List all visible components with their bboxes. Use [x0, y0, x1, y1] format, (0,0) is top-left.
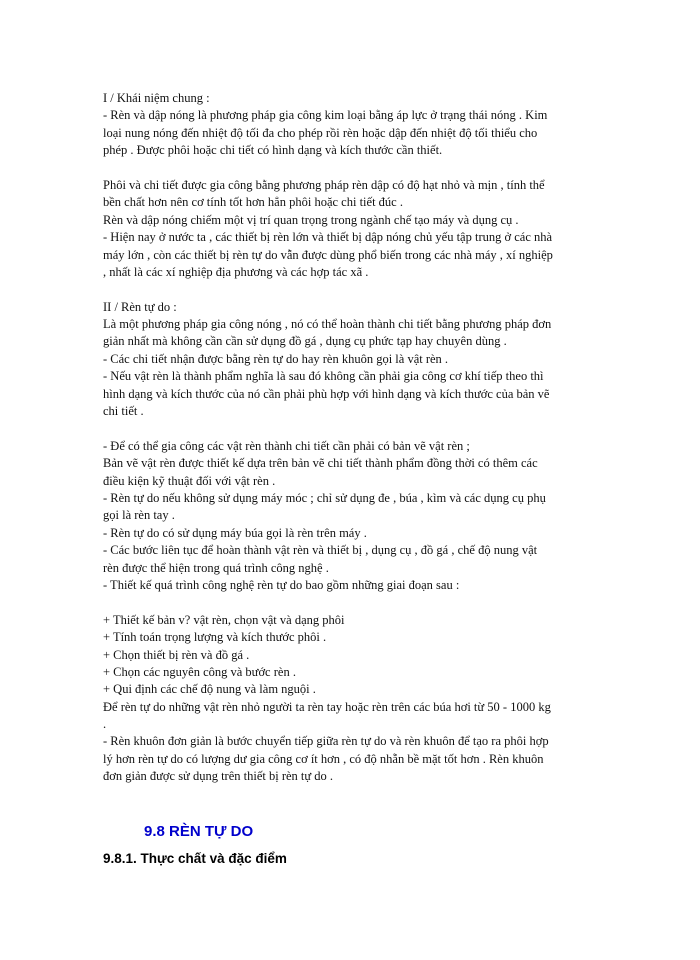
paragraph-line: phép . Được phôi hoặc chi tiết có hình dạng và kích thước cần thiết. — [103, 143, 443, 158]
paragraph-gap — [103, 420, 603, 437]
paragraph-line: - Rèn khuôn đơn giản là bước chuyển tiếp giữa rèn tự do và rèn khuôn để tạo ra phôi hợp — [103, 734, 549, 749]
section-ren-tu-do — [103, 299, 603, 421]
paragraph-line: - Hiện nay ở nước ta , các thiết bị rèn lớn và thiết bị dập nóng chủ yếu tập trung ở các nhà — [103, 230, 553, 245]
section-title: I / Khái niệm chung : — [103, 91, 210, 105]
list-item: + Chọn thiết bị rèn và đồ gá . — [103, 647, 250, 662]
document-body — [103, 90, 603, 786]
paragraph-line: - Các bước liên tục để hoàn thành vật rèn và thiết bị , dụng cụ , đồ gá , chế độ nung vật — [103, 543, 538, 558]
paragraph-line: hình dạng và kích thước của nó cần phải phù hợp với hình dạng và kích thước của bản vẽ — [103, 386, 550, 401]
section-khai-niem-chung — [103, 90, 603, 160]
paragraph-line: - Các chi tiết nhận được bằng rèn tự do hay rèn khuôn gọi là vật rèn . — [103, 351, 449, 366]
paragraph-line: Để rèn tự do những vật rèn nhỏ người ta rèn tay hoặc rèn trên các búa hơi từ 50 - 1000 kg — [103, 699, 551, 714]
paragraph-gap — [103, 594, 603, 611]
paragraph-line: - Để có thể gia công các vật rèn thành chi tiết cần phải có bản vẽ vật rèn ; — [103, 438, 470, 453]
paragraph-line: - Rèn tự do nếu không sử dụng máy móc ; chỉ sử dụng đe , búa , kìm và các dụng cụ phụ — [103, 490, 546, 505]
paragraph-line: Bản vẽ vật rèn được thiết kế dựa trên bản vẽ chi tiết thành phẩm đồng thời có thêm các — [103, 456, 538, 471]
paragraph-line: - Rèn và dập nóng là phương pháp gia công kim loại bằng áp lực ở trạng thái nóng . Kim — [103, 108, 548, 123]
list-item: + Tính toán trọng lượng và kích thước phôi . — [103, 630, 327, 645]
list-item: + Qui định các chế độ nung và làm nguội . — [103, 682, 316, 697]
paragraph-gap — [103, 281, 603, 298]
paragraph-line: đơn giản được sử dụng trên thiết bị rèn tự do . — [103, 769, 334, 784]
heading-sub: 9.8.1. Thực chất và đặc điểm — [103, 851, 287, 866]
heading-main: 9.8 RÈN TỰ DO — [144, 823, 254, 840]
paragraph-line: Phôi và chi tiết được gia công bằng phương pháp rèn dập có độ hạt nhỏ và mịn , tính thể — [103, 177, 545, 192]
paragraph-gap — [103, 160, 603, 177]
paragraph-line: . — [103, 717, 107, 732]
paragraph-line: gọi là rèn tay . — [103, 508, 175, 523]
paragraph-line: - Nếu vật rèn là thành phẩm nghĩa là sau đó không cần phải gia công cơ khí tiếp theo thì — [103, 369, 544, 384]
section-phoi-chi-tiet — [103, 177, 603, 281]
list-item: + Chọn các nguyên công và bước rèn . — [103, 664, 296, 679]
section-giai-doan — [103, 612, 603, 786]
paragraph-line: - Rèn tự do có sử dụng máy búa gọi là rèn trên máy . — [103, 525, 367, 540]
paragraph-line: bền chất hơn nên cơ tính tốt hơn hẳn phôi hoặc chi tiết đúc . — [103, 195, 403, 210]
paragraph-line: máy lớn , còn các thiết bị rèn tự do vẫn được dùng phổ biến trong các nhà máy , xí nghiệp — [103, 247, 553, 262]
paragraph-line: Rèn và dập nóng chiếm một vị trí quan trọng trong ngành chế tạo máy và dụng cụ . — [103, 212, 519, 227]
section-ban-ve-vat-ren — [103, 438, 603, 595]
list-item: + Thiết kế bản v? vật rèn, chọn vật và dạng phôi — [103, 612, 345, 627]
paragraph-line: rèn được thể hiện trong quá trình công nghệ . — [103, 560, 329, 575]
paragraph-line: Là một phương pháp gia công nóng , nó có thể hoàn thành chi tiết bằng phương pháp đơn — [103, 317, 552, 332]
paragraph-line: - Thiết kế quá trình công nghệ rèn tự do bao gồm những giai đoạn sau : — [103, 577, 460, 592]
paragraph-line: lý hơn rèn tự do có lượng dư gia công cơ ít hơn , có độ nhẵn bề mặt tốt hơn . Rèn khuôn — [103, 751, 544, 766]
paragraph-line: giản nhất mà không cần cần sử dụng đồ gá , dụng cụ phức tạp hay chuyên dùng . — [103, 334, 507, 349]
paragraph-line: , nhất là các xí nghiệp địa phương và các hợp tác xã . — [103, 264, 369, 279]
paragraph-line: chi tiết . — [103, 404, 144, 419]
section-title: II / Rèn tự do : — [103, 299, 177, 314]
paragraph-line: loại nung nóng đến nhiệt độ tối đa cho phép rồi rèn hoặc dập đến nhiệt độ tối thiểu cho — [103, 125, 538, 140]
paragraph-line: điều kiện kỹ thuật đối với vật rèn . — [103, 473, 276, 488]
